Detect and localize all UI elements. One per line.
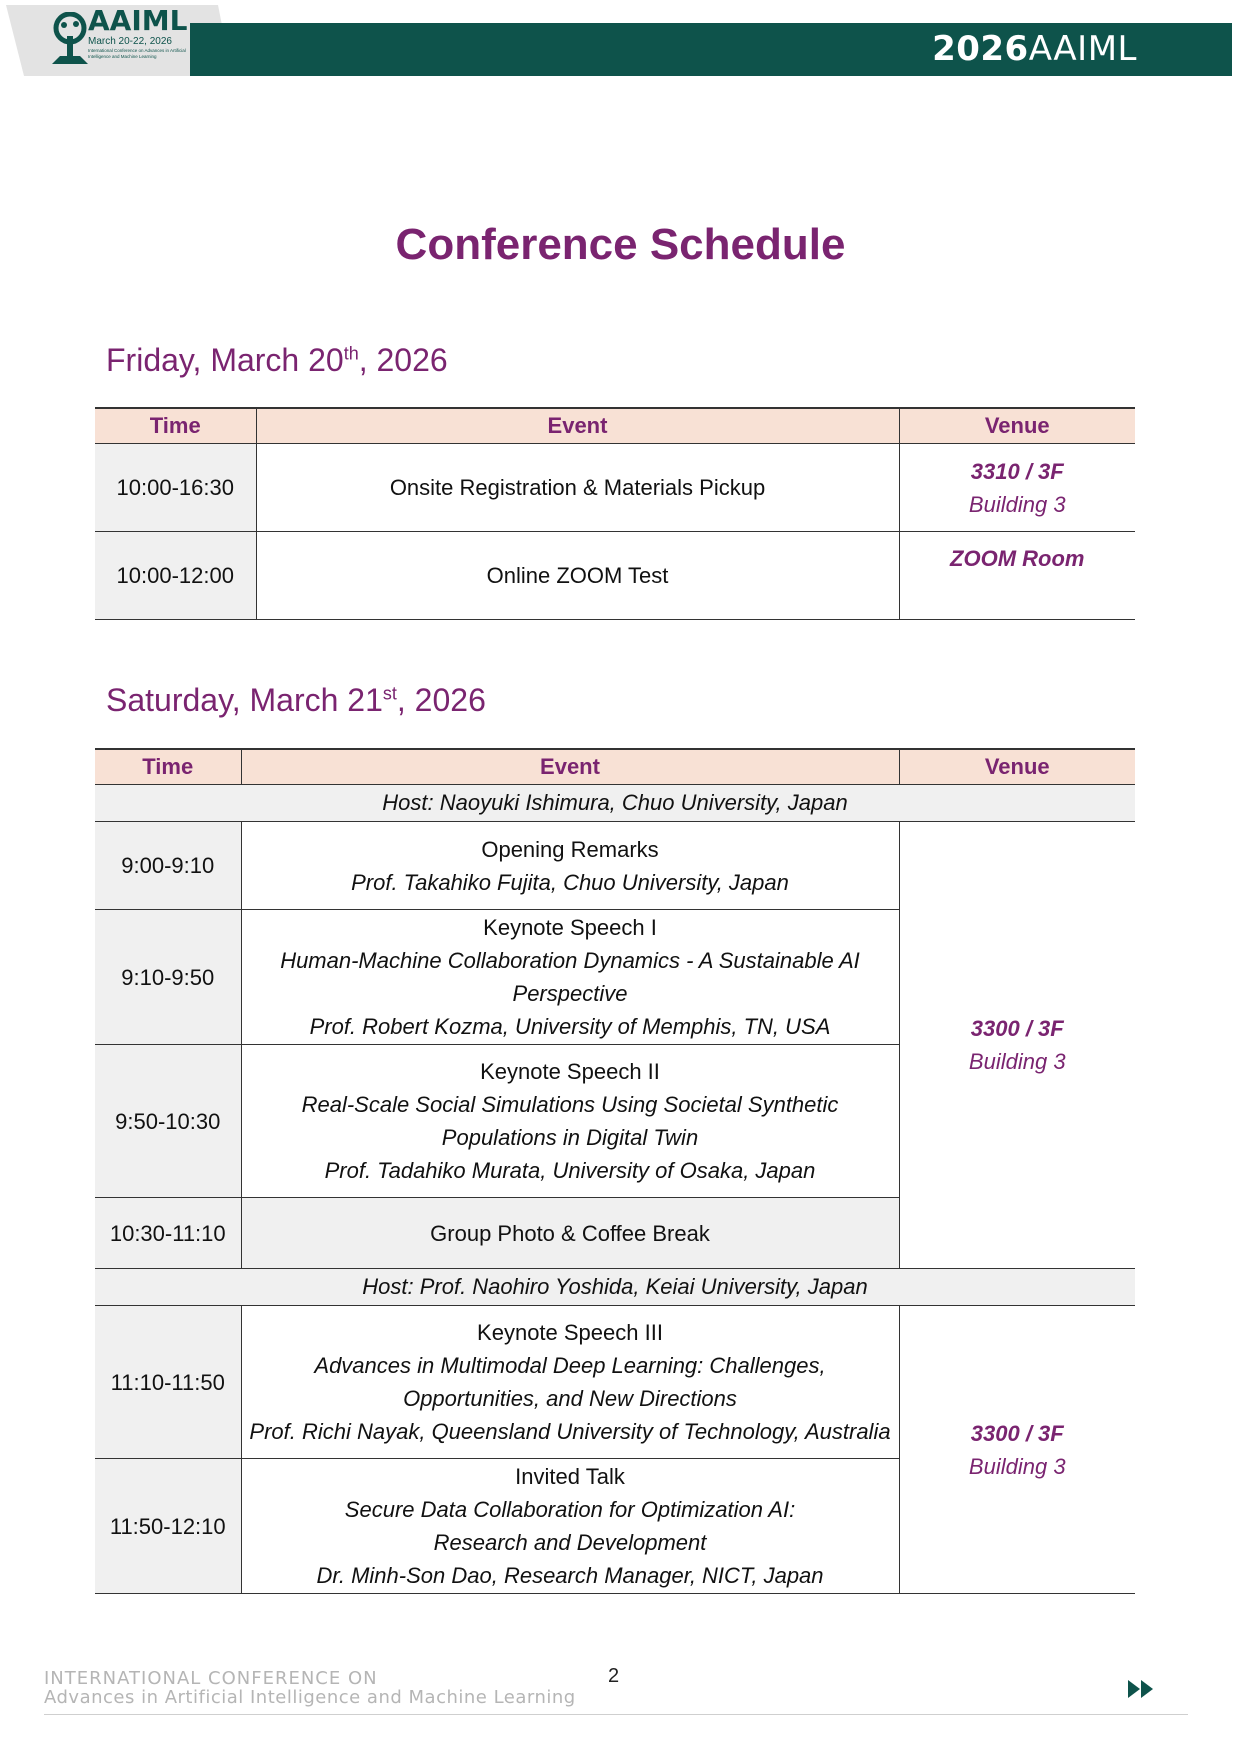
event-topic-line: Research and Development — [433, 1530, 707, 1555]
venue-room: 3300 / 3F — [970, 1420, 1064, 1446]
host-cell: Host: Prof. Naohiro Yoshida, Keiai University, Japan — [95, 1269, 1135, 1306]
col-venue: Venue — [899, 408, 1135, 444]
event-cell: Online ZOOM Test — [256, 532, 899, 620]
event-cell — [241, 1198, 899, 1269]
event-speaker: Dr. Minh-Son Dao, Research Manager, NICT, Japan — [316, 1563, 824, 1588]
event-title: Keynote Speech II — [480, 1059, 660, 1084]
event-speaker: Prof. Takahiko Fujita, Chuo University, Japan — [351, 869, 789, 895]
host-cell: Host: Naoyuki Ishimura, Chuo University, Japan — [95, 785, 1135, 822]
event-cell: Onsite Registration & Materials Pickup — [256, 444, 899, 532]
header-conference-code — [932, 29, 1137, 69]
table-row — [95, 822, 1135, 910]
double-chevron-right-icon — [1128, 1680, 1156, 1698]
venue-room: 3310 / 3F — [970, 458, 1064, 484]
col-event: Event — [241, 749, 899, 785]
table-row — [95, 532, 1135, 620]
event-cell — [241, 1306, 899, 1459]
event-title: Invited Talk — [515, 1464, 625, 1489]
friday-heading-tail: , 2026 — [358, 342, 448, 378]
col-time: Time — [95, 408, 256, 444]
brain-tree-logo-icon — [48, 12, 92, 70]
footer-line-2: Advances in Artificial Intelligence and Machine Learning — [44, 1687, 576, 1708]
venue-cell — [899, 532, 1135, 620]
venue-cell — [899, 822, 1135, 1269]
event-cell — [241, 1045, 899, 1198]
logo-text — [88, 6, 198, 60]
friday-heading-sup: th — [343, 343, 359, 364]
time-cell: 10:00-12:00 — [95, 532, 256, 620]
event-cell — [241, 910, 899, 1045]
venue-room: ZOOM Room — [950, 546, 1085, 571]
footer-divider — [44, 1714, 1188, 1715]
saturday-heading — [106, 682, 486, 719]
venue-room: 3300 / 3F — [970, 1016, 1064, 1041]
time-cell: 10:30-11:10 — [95, 1198, 241, 1269]
venue-cell — [899, 444, 1135, 532]
host-row — [95, 785, 1135, 822]
friday-heading — [106, 342, 448, 379]
venue-cell — [899, 1306, 1135, 1594]
logo-date: March 20-22, 2026 — [88, 36, 172, 47]
venue-building: Building 3 — [968, 1049, 1066, 1074]
venue-building: Building 3 — [968, 1453, 1066, 1479]
event-cell — [241, 822, 899, 910]
table-row — [95, 1306, 1135, 1459]
footer-line-1: INTERNATIONAL CONFERENCE ON — [44, 1668, 378, 1689]
col-event: Event — [256, 408, 899, 444]
event-speaker: Prof. Robert Kozma, University of Memphis, TN, USA — [309, 1014, 831, 1039]
table-header-row — [95, 749, 1135, 785]
event-title: Group Photo & Coffee Break — [430, 1220, 710, 1246]
table-header-row — [95, 408, 1135, 444]
logo-subtitle: International Conference on Advances in Artificial Intelligence and Machine Learning — [88, 48, 186, 59]
venue-building: Building 3 — [968, 491, 1066, 517]
event-topic-line: Perspective — [512, 981, 628, 1006]
saturday-heading-sup: st — [382, 683, 397, 704]
host-row — [95, 1269, 1135, 1306]
event-title: Opening Remarks — [481, 836, 659, 862]
event-speaker: Prof. Tadahiko Murata, University of Osaka, Japan — [324, 1158, 816, 1183]
event-topic-line: Human-Machine Collaboration Dynamics - A Sustainable AI — [280, 948, 860, 973]
time-cell: 10:00-16:30 — [95, 444, 256, 532]
page-title: Conference Schedule — [395, 220, 846, 269]
time-cell: 9:00-9:10 — [95, 822, 241, 910]
header-acronym: AAIML — [1028, 29, 1137, 69]
friday-heading-main: Friday, March 20 — [106, 342, 344, 378]
event-topic-line: Opportunities, and New Directions — [403, 1386, 737, 1411]
event-title: Keynote Speech III — [477, 1320, 663, 1345]
event-cell — [241, 1459, 899, 1594]
page-number: 2 — [608, 1665, 620, 1687]
saturday-heading-main: Saturday, March 21 — [106, 682, 383, 718]
event-topic-line: Populations in Digital Twin — [441, 1125, 699, 1150]
time-cell: 9:10-9:50 — [95, 910, 241, 1045]
time-cell: 11:50-12:10 — [95, 1459, 241, 1594]
event-topic-line: Advances in Multimodal Deep Learning: Challenges, — [314, 1353, 826, 1378]
col-venue: Venue — [899, 749, 1135, 785]
saturday-schedule-table — [95, 748, 1135, 1594]
event-topic-line: Real-Scale Social Simulations Using Societal Synthetic — [301, 1092, 839, 1117]
header-year: 2026 — [932, 29, 1029, 69]
time-cell: 9:50-10:30 — [95, 1045, 241, 1198]
table-row — [95, 444, 1135, 532]
saturday-heading-tail: , 2026 — [396, 682, 486, 718]
time-cell: 11:10-11:50 — [95, 1306, 241, 1459]
friday-schedule-table — [95, 407, 1135, 620]
logo-title: AAIML — [88, 4, 188, 37]
event-topic-line: Secure Data Collaboration for Optimization AI: — [344, 1497, 796, 1522]
event-speaker: Prof. Richi Nayak, Queensland University of Technology, Australia — [249, 1419, 891, 1444]
col-time: Time — [95, 749, 241, 785]
event-title: Keynote Speech I — [483, 915, 657, 940]
